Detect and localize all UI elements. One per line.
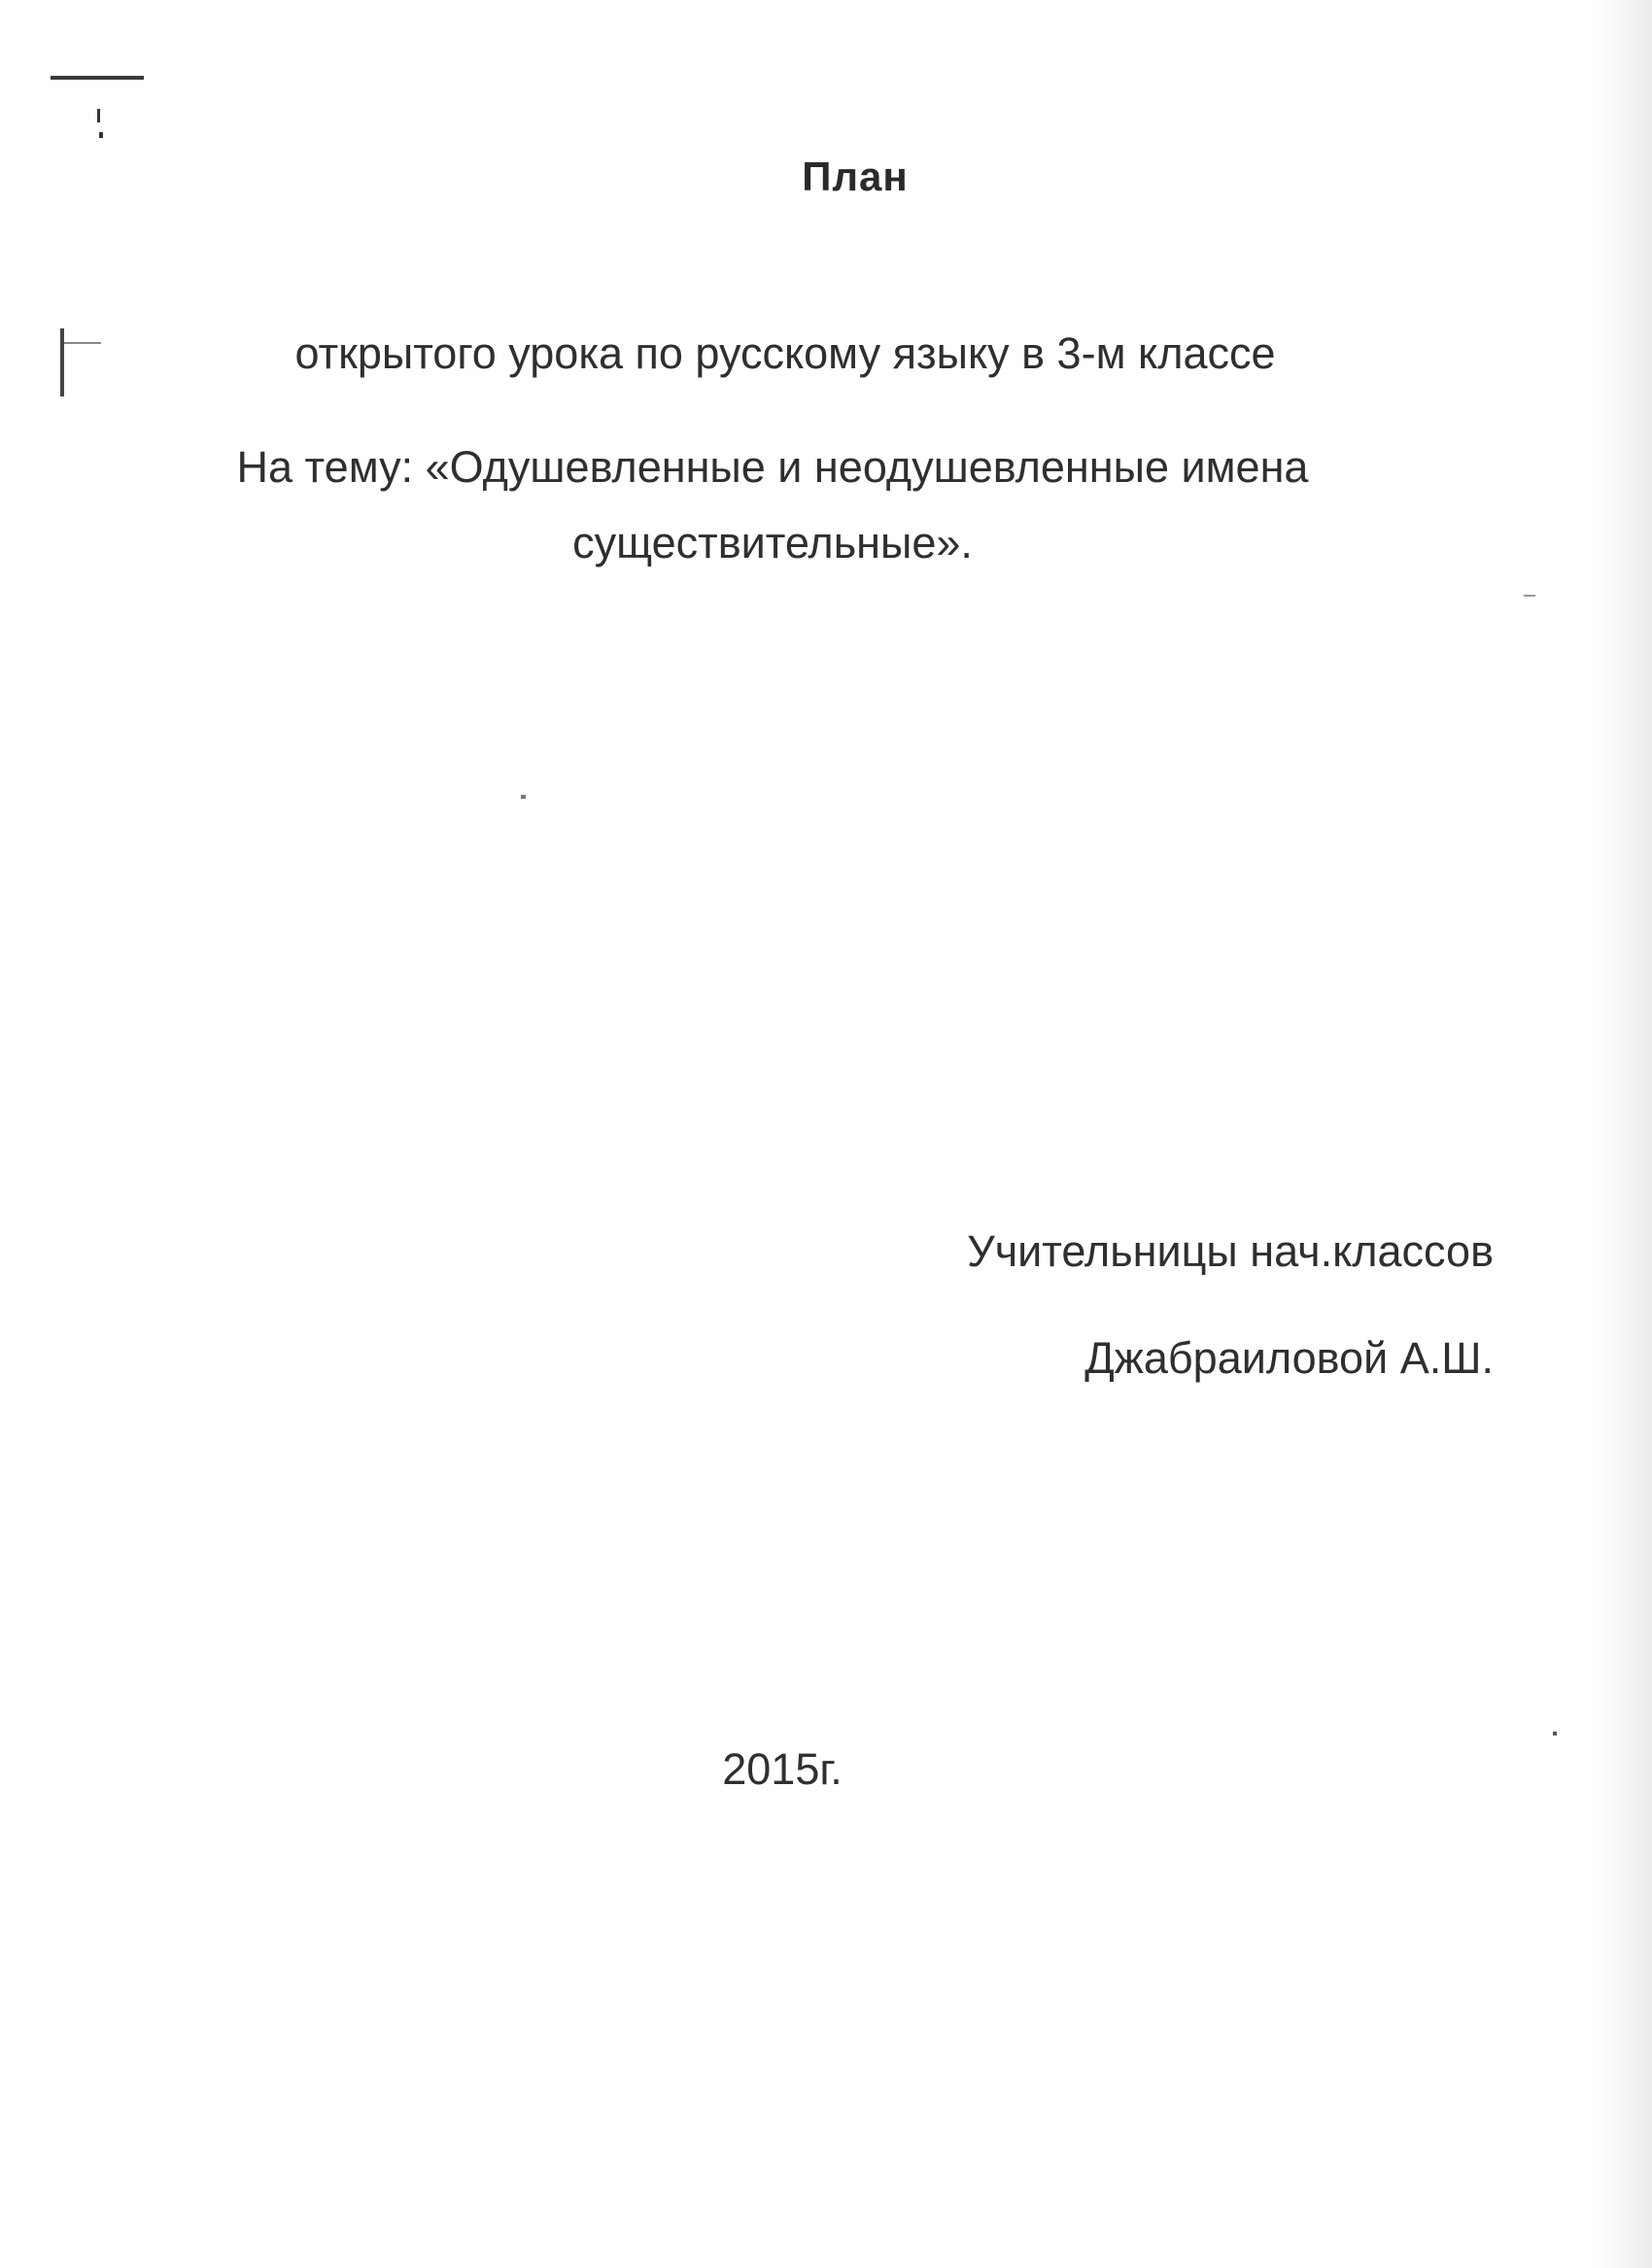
author-role: Учительницы нач.классов: [967, 1226, 1494, 1276]
document-subtitle: открытого урока по русскому языку в 3-м классе: [294, 328, 1276, 378]
document-title: План: [802, 154, 909, 199]
scan-mark: [1524, 595, 1535, 597]
scan-mark: [99, 132, 103, 138]
topic-line-2: существительные».: [572, 518, 973, 567]
scan-mark: [51, 76, 144, 80]
document-topic: [0, 430, 1599, 581]
scan-mark: [97, 109, 100, 122]
document-year: 2015г.: [722, 1744, 843, 1794]
scan-mark: [521, 795, 526, 799]
scan-mark: [1553, 1732, 1557, 1735]
topic-line-1: На тему: «Одушевленные и неодушевленные имена: [236, 442, 1309, 492]
author-name: Джабраиловой А.Ш.: [1084, 1333, 1494, 1383]
